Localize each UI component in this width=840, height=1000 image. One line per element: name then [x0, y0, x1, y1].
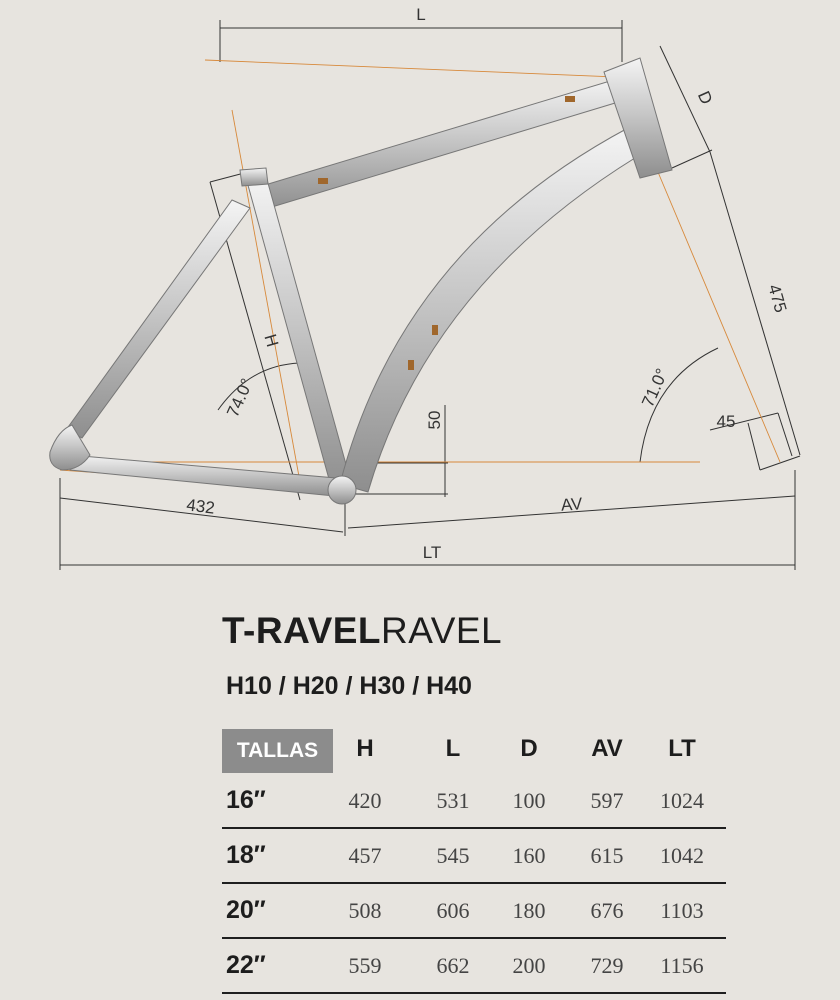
construction-lines [60, 60, 780, 490]
value-cell-AV: 615 [590, 843, 624, 868]
model-title [222, 610, 502, 652]
size-cell: 22″ [226, 951, 266, 979]
model-codes: H10 / H20 / H30 / H40 [226, 672, 472, 700]
dim-label-head-angle: 71.0° [638, 365, 672, 410]
value-cell-AV: 676 [590, 898, 624, 923]
value-cell-D: 100 [512, 788, 546, 813]
column-header-AV: AV [591, 735, 623, 762]
table-row [222, 829, 726, 884]
table-row [222, 939, 726, 994]
dim-label-475: 475 [764, 282, 791, 315]
value-cell-H: 559 [348, 953, 382, 978]
value-cell-LT: 1024 [660, 788, 704, 813]
value-cell-L: 606 [436, 898, 470, 923]
size-table-header [222, 727, 726, 774]
column-header-LT: LT [668, 735, 696, 762]
size-cell: 18″ [226, 841, 266, 869]
value-cell-D: 200 [512, 953, 546, 978]
frame-tubes [50, 58, 672, 504]
tallas-badge: TALLAS [222, 729, 333, 773]
size-table [222, 727, 726, 994]
dim-label-AV: AV [560, 494, 583, 515]
dim-label-D: D [693, 88, 717, 108]
dim-label-45: 45 [716, 412, 736, 431]
column-header-L: L [445, 735, 461, 762]
dim-label-seat-angle: 74.0° [223, 375, 257, 420]
dim-label-LT: LT [422, 543, 442, 562]
size-cell: 20″ [226, 896, 266, 924]
dim-label-50: 50 [425, 410, 444, 430]
value-cell-AV: 729 [590, 953, 624, 978]
column-header-D: D [520, 735, 538, 762]
value-cell-LT: 1103 [660, 898, 704, 923]
value-cell-H: 457 [348, 843, 382, 868]
value-cell-LT: 1156 [660, 953, 704, 978]
value-cell-LT: 1042 [660, 843, 704, 868]
value-cell-L: 662 [436, 953, 470, 978]
value-cell-L: 545 [436, 843, 470, 868]
value-cell-D: 160 [512, 843, 546, 868]
size-cell: 16″ [226, 786, 266, 814]
model-title-bold: T-RAVEL [222, 610, 382, 651]
table-row [222, 884, 726, 939]
value-cell-D: 180 [512, 898, 546, 923]
column-header-H: H [356, 735, 374, 762]
model-title-light: RAVEL [381, 610, 503, 651]
dim-label-432: 432 [185, 495, 216, 518]
value-cell-L: 531 [436, 788, 470, 813]
value-cell-H: 420 [348, 788, 382, 813]
value-cell-H: 508 [348, 898, 382, 923]
value-cell-AV: 597 [590, 788, 624, 813]
dim-label-L: L [416, 5, 426, 24]
dim-label-H: H [260, 331, 283, 350]
table-row [222, 774, 726, 829]
